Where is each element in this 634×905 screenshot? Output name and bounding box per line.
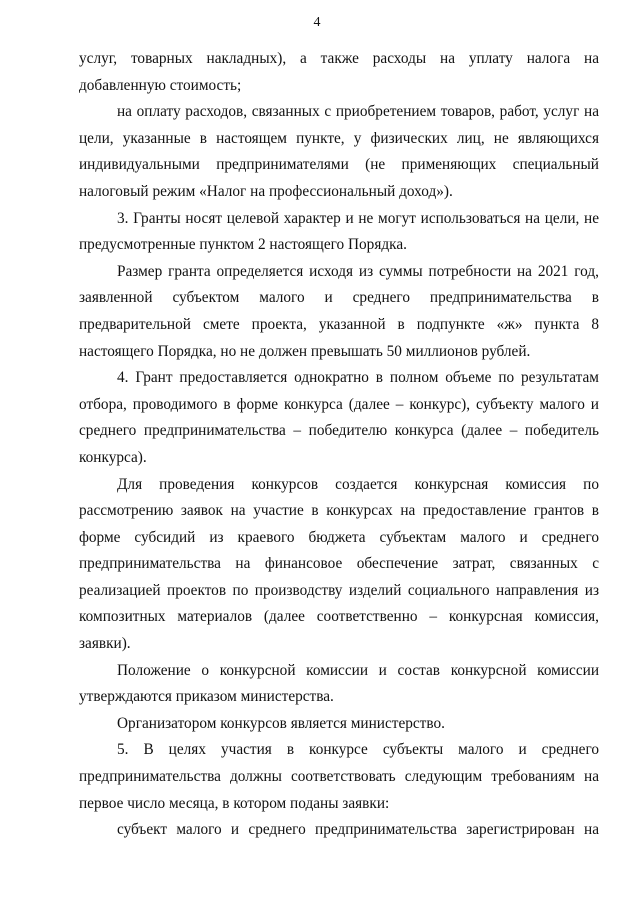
paragraph-commission-regulation: Положение о конкурсной комиссии и состав конкурсной комиссии утверждаются приказом министерства. bbox=[79, 661, 599, 706]
paragraph-commission: Для проведения конкурсов создается конкурсная комиссия по рассмотрению заявок на участие в конкурсах на предоставление грантов в форме субсидий из краевого бюджета субъектам малого и среднего предпринимательства на финансовое обеспечение затрат, связанных с реализацией проектов по производству изделий социального направления из композитных материалов (далее соответственно – конкурсная комиссия, заявки). bbox=[79, 475, 599, 653]
paragraph-item-3: 3. Гранты носят целевой характер и не могут использоваться на цели, не предусмотренные пунктом 2 настоящего Порядка. bbox=[79, 209, 599, 254]
paragraph-item-5: 5. В целях участия в конкурсе субъекты малого и среднего предпринимательства должны соответствовать следующим требованиям на первое число месяца, в котором поданы заявки: bbox=[79, 741, 599, 812]
paragraph-individuals-expenses: на оплату расходов, связанных с приобретением товаров, работ, услуг на цели, указанные в настоящем пункте, у физических лиц, не являющихся индивидуальными предпринимателями (не применяющих специальный налоговый режим «Налог на профессиональный доход»). bbox=[79, 103, 599, 200]
paragraph-registration: субъект малого и среднего предпринимательства зарегистрирован на bbox=[117, 821, 599, 839]
paragraph-organizer: Организатором конкурсов является министерство. bbox=[117, 714, 445, 732]
page-number: 4 bbox=[313, 15, 321, 30]
paragraph-item-4: 4. Грант предоставляется однократно в полном объеме по результатам отбора, проводимого в форме конкурса (далее – конкурс), субъекту малого и среднего предпринимательства – победителю конкурса (далее – победитель конкурса). bbox=[79, 369, 599, 466]
paragraph-vat-expenses: услуг, товарных накладных), а также расходы на уплату налога на добавленную стоимость; bbox=[79, 50, 599, 94]
paragraph-grant-size: Размер гранта определяется исходя из суммы потребности на 2021 год, заявленной субъектом малого и среднего предпринимательства в предварительной смете проекта, указанной в подпункте «ж» пункта 8 настоящего Порядка, но не должен превышать 50 миллионов рублей. bbox=[79, 262, 599, 360]
document-body bbox=[79, 46, 599, 844]
